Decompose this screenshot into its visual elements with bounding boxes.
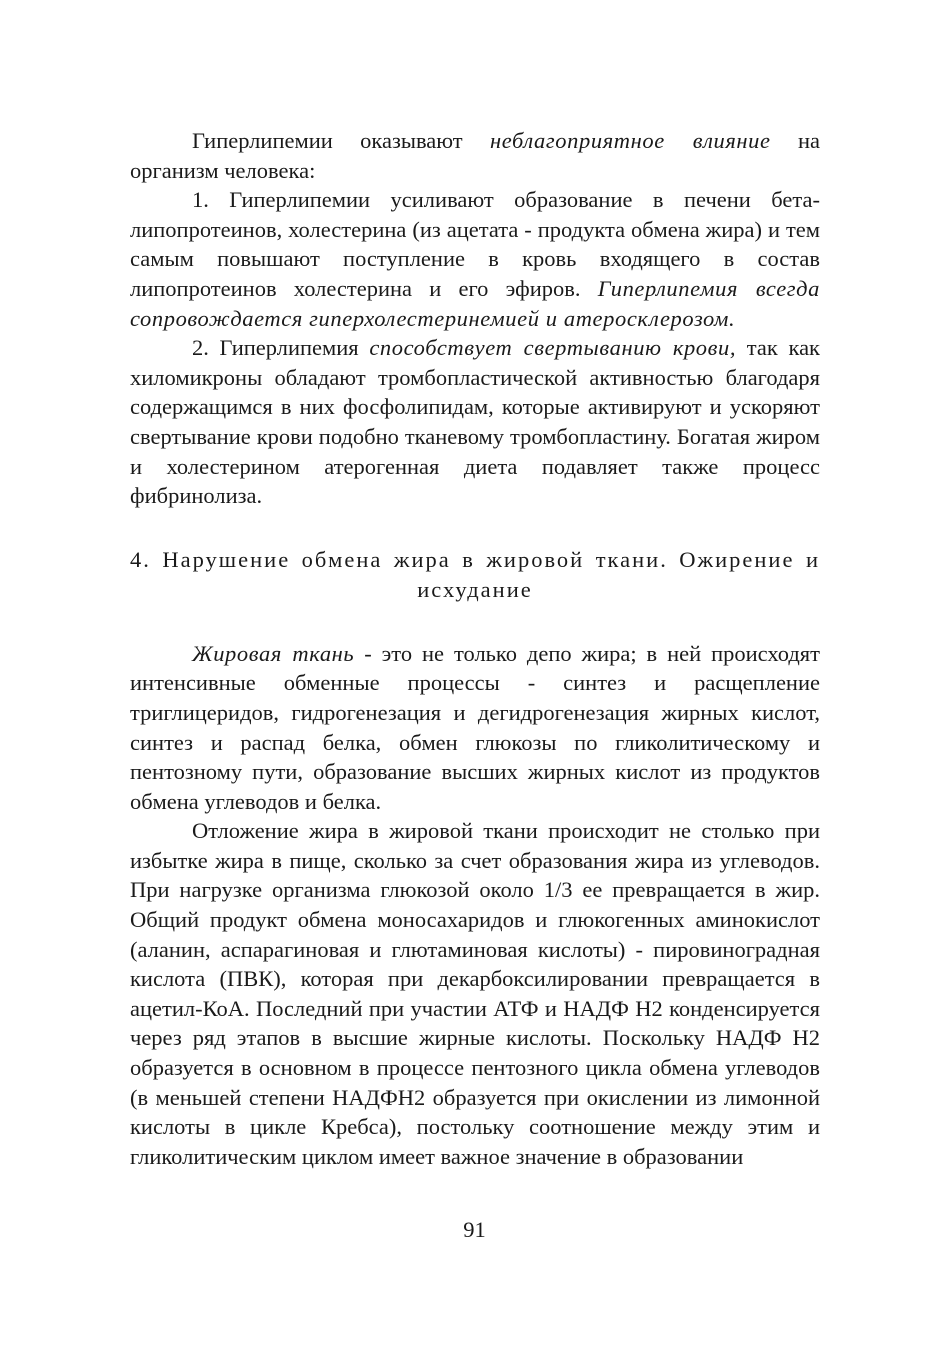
page-body xyxy=(130,126,820,1171)
section-heading-line-1: 4. Нарушение обмена жира в жировой ткани. Ожирение и xyxy=(130,546,820,572)
italic-emphasis: Гиперлипемия всегда сопровождается гиперхолестеринемией и атеросклерозом. xyxy=(130,275,820,331)
text-run: 2. Гиперлипемия xyxy=(192,335,370,361)
paragraph-hyperlipemia-intro xyxy=(130,126,820,185)
italic-emphasis: Жировая ткань xyxy=(192,640,355,666)
section-heading xyxy=(130,545,820,605)
italic-emphasis: неблагоприятное влияние xyxy=(489,128,771,153)
paragraph-adipose-tissue xyxy=(130,639,820,817)
text-run: на организм человека: xyxy=(130,128,820,183)
text-run: 1. Гиперлипемии усиливают образование в печени бета-липопротеинов, холестерина (из ацетата - продукта обмена жира) и тем самым повышают поступление в кровь входящего в состав липопротеинов холестерина и его эфиров. xyxy=(130,187,820,301)
spacer xyxy=(130,605,820,639)
text-run: так как хиломикроны обладают тромбопластической активностью благодаря содержащимся в них фосфолипидам, которые активируют и ускоряют свертывание крови подобно тканевому тромбопластину. Богатая жиром и холестерином атерогенная диета подавляет также процесс фибринолиза. xyxy=(130,335,820,509)
paragraph-item-1 xyxy=(130,185,820,333)
page-number: 91 xyxy=(463,1217,486,1242)
text-run: - это не только депо жира; в ней происходят интенсивные обменные процессы - синтез и расщепление триглицеридов, гидрогенезация и дегидрогенезация жирных кислот, синтез и распад белка, обмен глюкозы по гликолитическому и пентозному пути, образование высших жирных кислот из продуктов обмена углеводов и белка. xyxy=(130,640,820,814)
text-run: Гиперлипемии оказывают xyxy=(192,128,490,153)
italic-emphasis: способствует свертыванию крови, xyxy=(369,335,737,361)
text-run: Отложение жира в жировой ткани происходит не столько при избытке жира в пище, сколько за счет образования жира из углеводов. При нагрузке организма глюкозой около 1/3 ее превращается в жир. Общий продукт обмена моносахаридов и глюкогенных аминокислот (аланин, аспарагиновая и глютаминовая кислоты) - пировиноградная кислота (ПВК), которая при декарбоксилировании превращается в ацетил-КоА. Последний при участии АТФ и НАДФ Н2 конденсируется через ряд этапов в высшие жирные кислоты. Поскольку НАДФ Н2 образуется в основном в процессе пентозного цикла обмена углеводов (в меньшей степени НАДФН2 образуется при окислении из лимонной кислоты в цикле Кребса), постольку соотношение между этим и гликолитическим циклом имеет важное значение в образовании xyxy=(130,818,820,1169)
paragraph-item-2 xyxy=(130,333,820,511)
paragraph-fat-deposition xyxy=(130,816,820,1171)
section-heading-line-2: исхудание xyxy=(417,576,533,602)
